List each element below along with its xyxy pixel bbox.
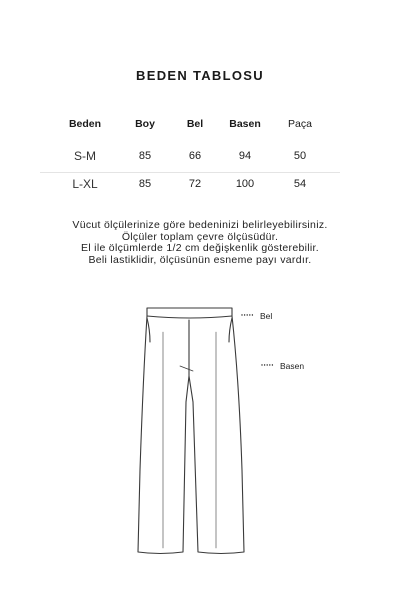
hip-callout-dot — [267, 364, 268, 365]
size-cell: L-XL — [72, 177, 98, 191]
bel-cell: 66 — [188, 150, 202, 162]
waist-label: Bel — [260, 311, 273, 321]
hip-label: Basen — [280, 361, 305, 371]
header-boy: Boy — [135, 118, 155, 130]
table-row — [55, 142, 345, 170]
size-notes — [0, 220, 400, 266]
boy-cell: 85 — [138, 150, 152, 162]
size-cell: S-M — [74, 149, 96, 163]
table-header-row — [55, 118, 345, 142]
note-line: El ile ölçümlerde 1/2 cm değişkenlik gösterebilir. — [81, 242, 319, 254]
note-line: Beli lastiklidir, ölçüsünün esneme payı vardır. — [88, 253, 312, 266]
hip-callout-dot — [269, 364, 270, 365]
note-line: Ölçüler toplam çevre ölçüsüdür. — [121, 230, 279, 243]
table-row — [55, 170, 345, 198]
pants-outline — [138, 308, 244, 554]
row-divider — [40, 172, 340, 173]
waist-callout-dot — [241, 314, 242, 315]
header-bel: Bel — [186, 118, 204, 130]
page-title: BEDEN TABLOSU — [136, 68, 264, 83]
waist-callout-dot — [252, 314, 253, 315]
waist-callout-dot — [244, 314, 245, 315]
header-paca: Paça — [288, 118, 312, 130]
paca-cell: 50 — [293, 150, 307, 162]
paca-cell: 54 — [293, 178, 307, 190]
waist-callout-dot — [247, 314, 248, 315]
hip-callout-dot — [261, 364, 262, 365]
hip-callout-dot — [264, 364, 265, 365]
basen-cell: 100 — [235, 178, 255, 190]
hip-callout-dot — [272, 364, 273, 365]
bel-cell: 72 — [188, 178, 202, 190]
waist-callout-dot — [249, 314, 250, 315]
pants-diagram — [0, 290, 400, 600]
header-basen: Basen — [229, 118, 261, 130]
basen-cell: 94 — [238, 150, 252, 162]
note-line: Vücut ölçülerinize göre bedeninizi belirleyebilirsiniz. — [72, 219, 328, 231]
size-table — [55, 118, 345, 198]
header-beden: Beden — [68, 118, 102, 130]
boy-cell: 85 — [138, 178, 152, 190]
